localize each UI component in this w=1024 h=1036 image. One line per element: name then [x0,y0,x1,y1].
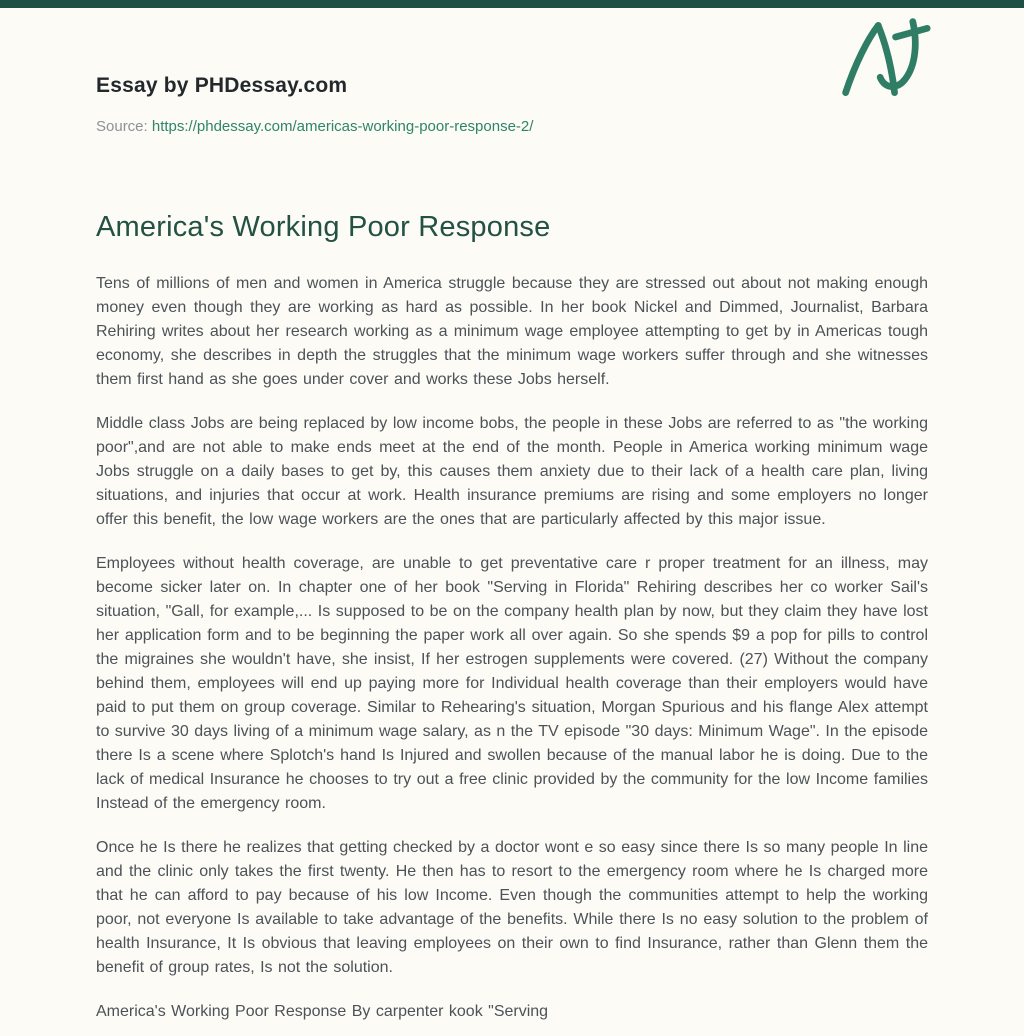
source-label: Source: [96,118,148,135]
page-title: America's Working Poor Response [96,211,551,243]
source-line [96,118,928,135]
brand-top-bar [0,0,1024,8]
source-url-link[interactable]: https://phdessay.com/americas-working-poor-response-2/ [151,118,534,135]
essay-paragraph: Tens of millions of men and women in America struggle because they are stressed out about not making enough money even though they are working as hard as possible. In her book Nickel and Dimmed, Journalist, Barbara Rehiring writes about her research working as a minimum wage employee attempting to get by in Americas tough economy, she describes in depth the struggles that the minimum wage workers suffer through and she witnesses them first hand as she goes under cover and works these Jobs herself. [96,275,928,388]
essay-paragraph: Once he Is there he realizes that getting checked by a doctor wont e so easy since there Is so many people In line and the clinic only takes the first twenty. He then has to resort to the emergency room where he Is charged more that he can afford to pay because of his low Income. Even though the communities attempt to help the working poor, not everyone Is available to take advantage of the benefits. While there Is no easy solution to the problem of health Insurance, It Is obvious that leaving employees on their own to find Insurance, rather than Glenn them the benefit of group rates, Is not the solution. [96,839,928,976]
essay-paragraph: Middle class Jobs are being replaced by low income bobs, the people in these Jobs are referred to as "the working poor",and are not able to make ends meet at the end of the month. People in America working minimum wage Jobs struggle on a daily bases to get by, this causes them anxiety due to their lack of a health care plan, living situations, and injuries that occur at work. Health insurance premiums are rising and some employers no longer offer this benefit, the low wage workers are the ones that are particularly affected by this major issue. [96,415,928,528]
essay-paragraph: America's Working Poor Response By carpenter kook "Serving [96,1003,549,1020]
essay-byline: Essay by PHDessay.com [96,74,348,97]
essay-page [0,8,1024,1024]
essay-paragraph: Employees without health coverage, are unable to get preventative care r proper treatment for an illness, may become sicker later on. In chapter one of her book "Serving in Florida" Rehiring describes her co worker Sail's situation, "Gall, for example,... Is supposed to be on the company health plan by now, but they claim they have lost her application form and to be beginning the paper work all over again. So she spends $9 a pop for pills to control the migraines she wouldn't have, she insist, If her estrogen supplements were covered. (27) Without the company behind them, employees will end up paying more for Individual health coverage than their employers would have paid to put them on group coverage. Similar to Rehearing's situation, Morgan Spurious and his flange Alex attempt to survive 30 days living of a minimum wage salary, as n the TV episode "30 days: Minimum Wage". In the episode there Is a scene where Splotch's hand Is Injured and swollen because of the manual labor he is doing. Due to the lack of medical Insurance he chooses to try out a free clinic provided by the community for the low Income families Instead of the emergency room. [96,555,928,812]
essay-body [96,272,928,1024]
phdessay-logo-icon [836,14,932,110]
